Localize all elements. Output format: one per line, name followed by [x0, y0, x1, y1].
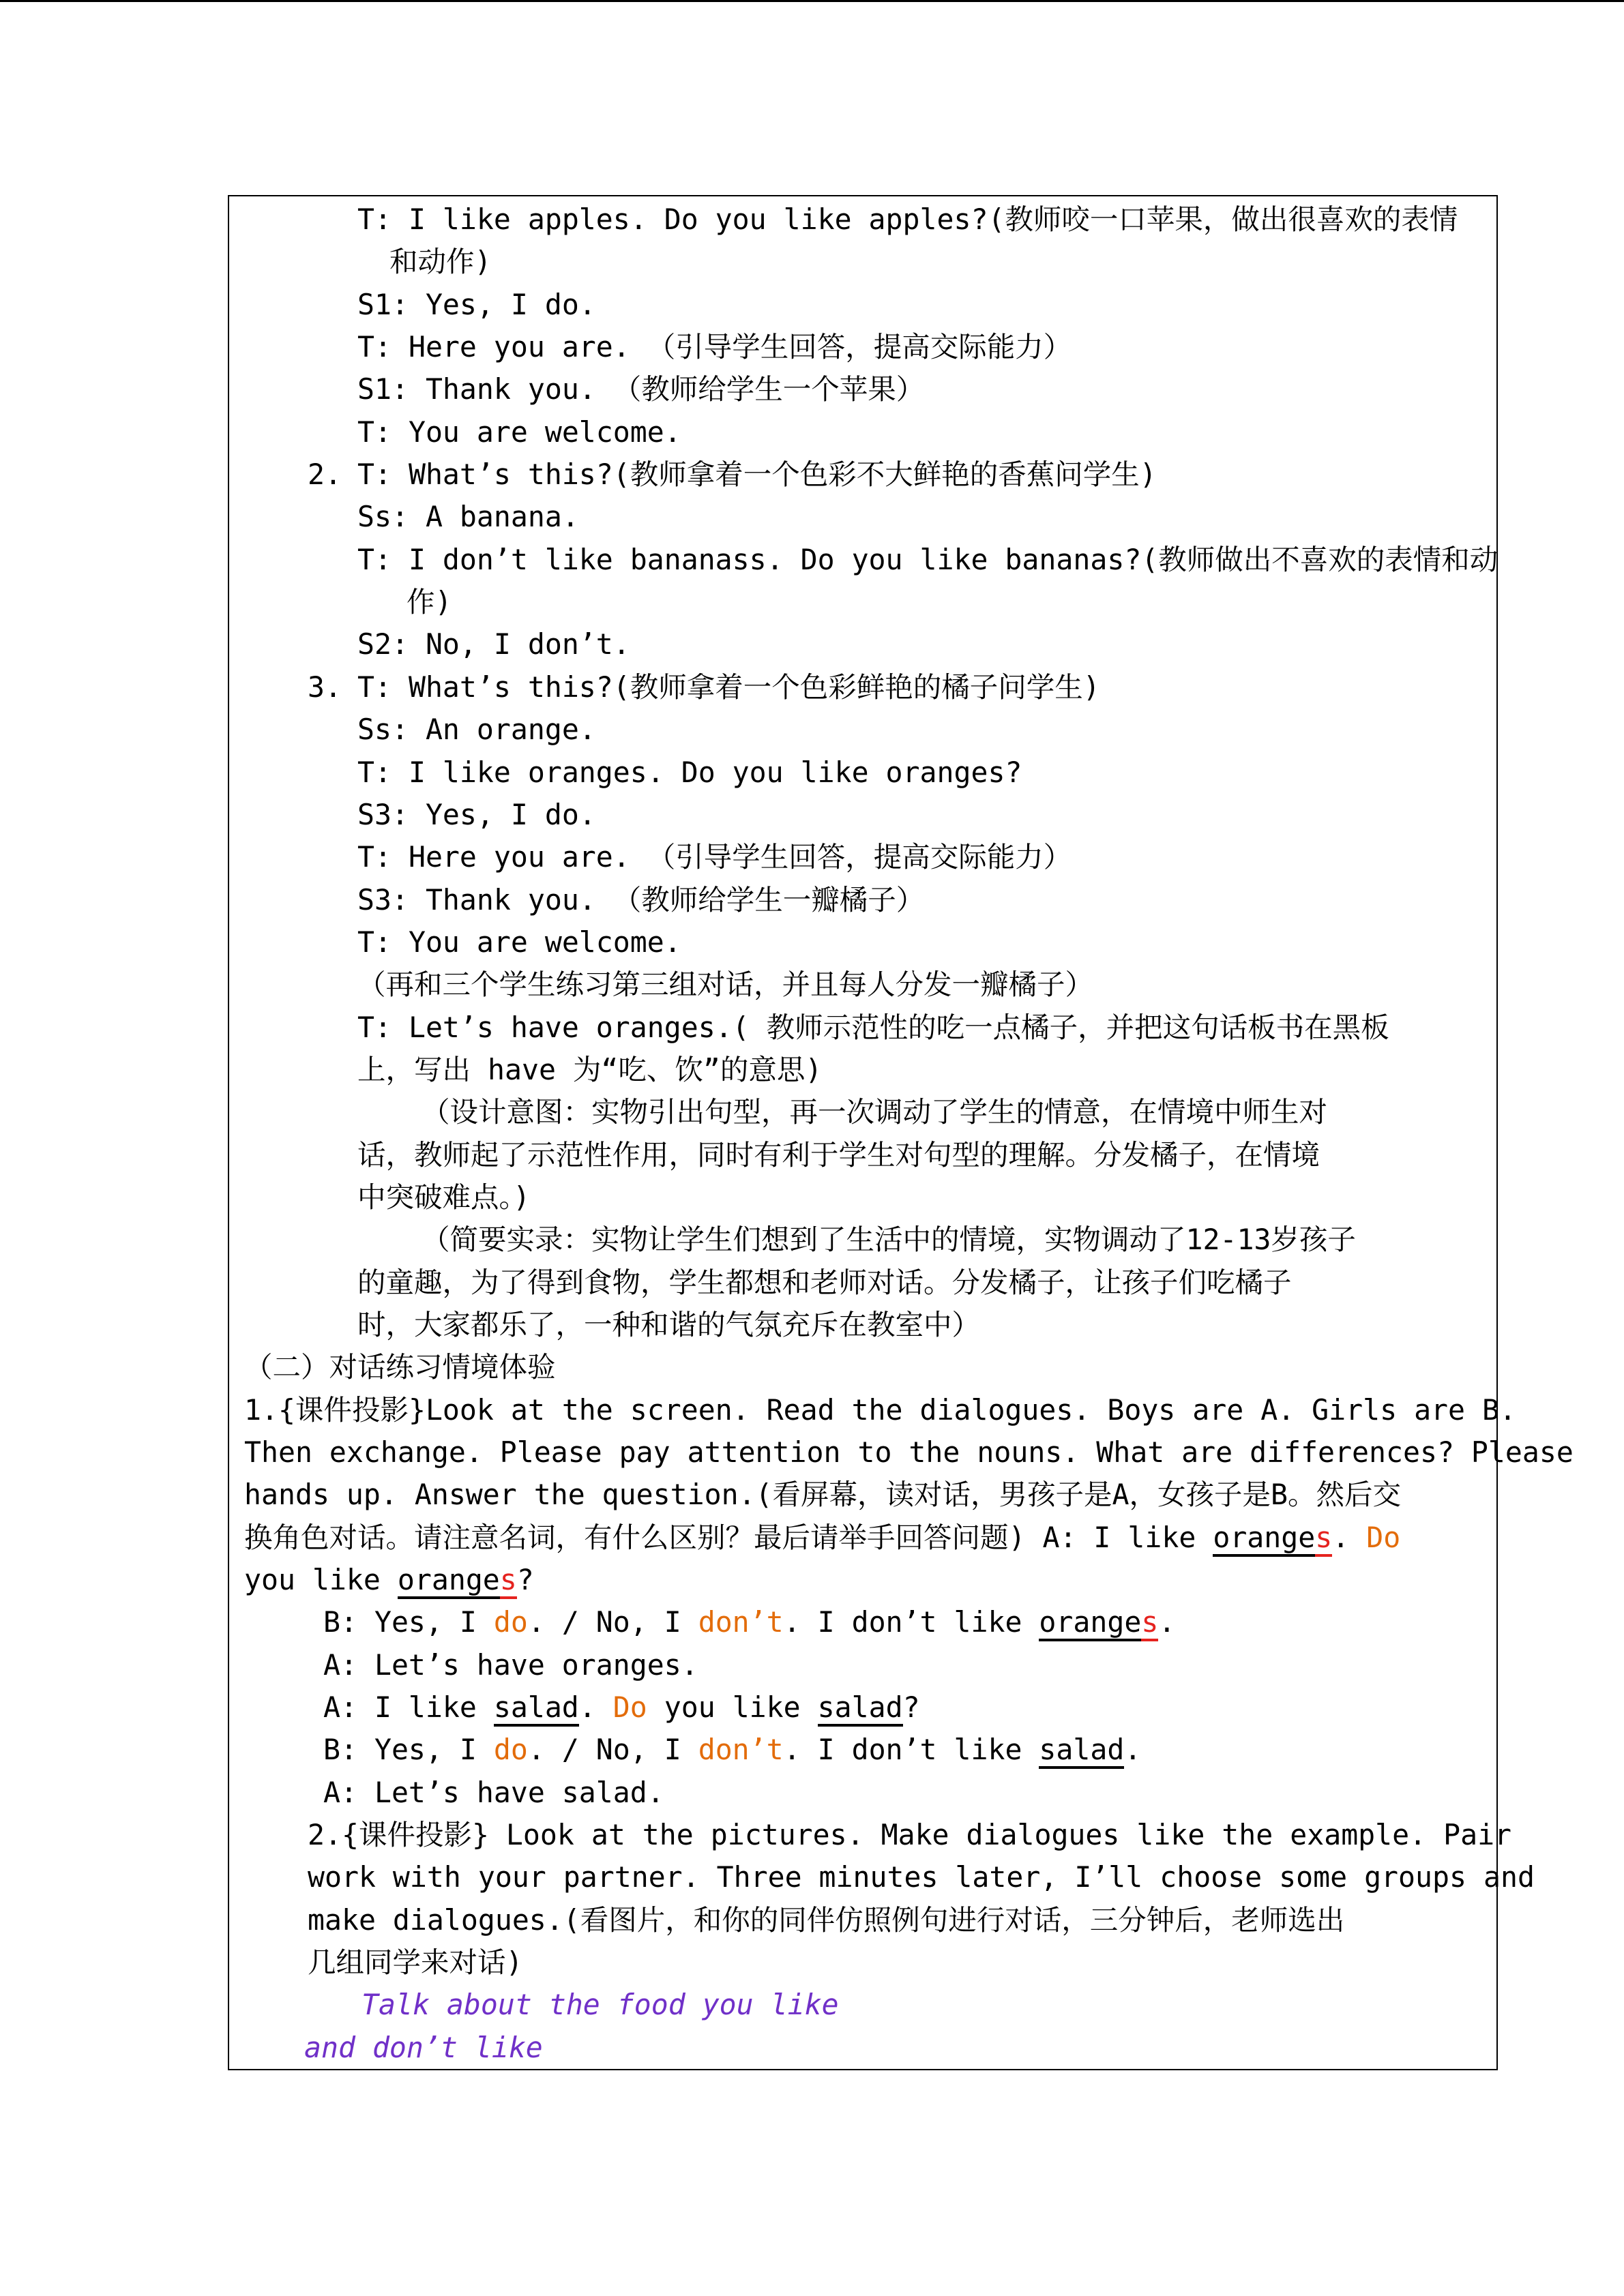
classroom-record-note: 时，大家都乐了，一种和谐的气氛充斥在教室中）: [357, 1308, 981, 1341]
instruction-line: 1.{课件投影}Look at the screen. Read the dialogues. Boys are A. Girls are B.: [244, 1393, 1516, 1427]
example-dialogue-line: [323, 1729, 1141, 1771]
example-dialogue-line: A: Let’s have salad.: [323, 1776, 664, 1809]
dialogue-line: T: I like apples. Do you like apples?(教师咬一口苹果，做出很喜欢的表情: [357, 203, 1458, 236]
plural-ending: s: [1141, 1605, 1158, 1641]
dialogue-line: T: Here you are. （引导学生回答，提高交际能力）: [357, 330, 1072, 363]
dialogue-line: Ss: An orange.: [357, 713, 596, 746]
dialogue-line: T: I don’t like bananass. Do you like bananas?(教师做出不喜欢的表情和动: [357, 543, 1498, 576]
highlighted-word: don’t: [698, 1605, 784, 1639]
instruction-line: 几组同学来对话): [308, 1945, 523, 1979]
plural-ending: s: [500, 1563, 517, 1599]
highlighted-word: don’t: [698, 1733, 784, 1766]
page-top-rule: [0, 0, 1624, 2]
text-run: . / No, I: [527, 1733, 698, 1766]
text-run: B: Yes, I: [323, 1605, 494, 1639]
activity-caption: Talk about the food you like: [361, 1988, 839, 2021]
example-dialogue-line: [323, 1686, 920, 1729]
highlighted-word: do: [493, 1605, 528, 1639]
dialogue-line: （再和三个学生练习第三组对话，并且每人分发一瓣橘子）: [357, 968, 1094, 1001]
text-run: B: Yes, I: [323, 1733, 494, 1766]
design-intent-note: 中突破难点。): [357, 1180, 531, 1214]
dialogue-line: T: Let’s have oranges.( 教师示范性的吃一点橘子，并把这句话板书在黑板: [357, 1011, 1389, 1044]
activity-caption: and don’t like: [304, 2031, 543, 2064]
list-number: 3.: [308, 670, 342, 704]
dialogue-line: 和动作): [389, 245, 492, 278]
underlined-noun: orange: [1039, 1605, 1141, 1641]
highlighted-word: Do: [612, 1690, 647, 1724]
highlighted-word: Do: [1366, 1521, 1401, 1554]
text-run: A: I like: [323, 1690, 494, 1724]
instruction-line: [244, 1517, 1400, 1559]
text-run: .: [578, 1690, 613, 1724]
text-run: . I don’t like: [783, 1605, 1039, 1639]
dialogue-line: S1: Thank you. （教师给学生一个苹果）: [357, 372, 925, 406]
dialogue-line: T: What’s this?(教师拿着一个色彩鲜艳的橘子问学生): [357, 670, 1100, 704]
dialogue-line: S2: No, I don’t.: [357, 627, 630, 661]
design-intent-note: 话，教师起了示范性作用，同时有利于学生对句型的理解。分发橘子，在情境: [357, 1138, 1320, 1172]
instruction-line: [244, 1559, 534, 1601]
underlined-noun: orange: [1213, 1521, 1315, 1557]
text-run: you like: [647, 1690, 818, 1724]
plural-ending: s: [1315, 1521, 1332, 1557]
dialogue-line: 作): [407, 585, 452, 618]
instruction-line: work with your partner. Three minutes later, I’ll choose some groups and: [308, 1860, 1535, 1894]
text-run: . I don’t like: [783, 1733, 1039, 1766]
dialogue-line: Ss: A banana.: [357, 500, 579, 533]
highlighted-word: do: [493, 1733, 528, 1766]
dialogue-line: T: You are welcome.: [357, 415, 681, 449]
text-run: . / No, I: [527, 1605, 698, 1639]
dialogue-line: T: Here you are. （引导学生回答，提高交际能力）: [357, 840, 1072, 874]
instruction-line: hands up. Answer the question.(看屏幕，读对话，男孩子是A，女孩子是B。然后交: [244, 1478, 1402, 1511]
dialogue-line: T: I like oranges. Do you like oranges?: [357, 756, 1022, 789]
dialogue-line: S3: Thank you. （教师给学生一瓣橘子）: [357, 883, 925, 916]
classroom-record-note: 的童趣，为了得到食物，学生都想和老师对话。分发橘子，让孩子们吃橘子: [357, 1266, 1292, 1299]
instruction-line: 2.{课件投影} Look at the pictures. Make dialogues like the example. Pair: [308, 1818, 1512, 1851]
design-intent-note: （设计意图：实物引出句型，再一次调动了学生的情意，在情境中师生对: [422, 1095, 1328, 1129]
dialogue-line: S3: Yes, I do.: [357, 798, 596, 831]
dialogue-line: T: What’s this?(教师拿着一个色彩不大鲜艳的香蕉问学生): [357, 458, 1157, 491]
text-run: .: [1124, 1733, 1142, 1766]
text-run: ?: [516, 1563, 534, 1596]
text-run: you like: [244, 1563, 398, 1596]
text-run: ?: [902, 1690, 920, 1724]
dialogue-line: T: You are welcome.: [357, 925, 681, 959]
underlined-noun: salad: [494, 1690, 579, 1727]
dialogue-line: S1: Yes, I do.: [357, 288, 596, 321]
underlined-noun: orange: [398, 1563, 500, 1599]
example-dialogue-line: A: Let’s have oranges.: [323, 1648, 698, 1682]
instruction-line: make dialogues.(看图片，和你的同伴仿照例句进行对话，三分钟后，老师选出: [308, 1903, 1345, 1937]
list-number: 2.: [308, 458, 342, 491]
dialogue-line: 上，写出 have 为“吃、饮”的意思): [357, 1053, 823, 1086]
section-heading: （二）对话练习情境体验: [244, 1350, 556, 1384]
underlined-noun: salad: [1039, 1733, 1124, 1769]
classroom-record-note: （简要实录：实物让学生们想到了生活中的情境，实物调动了12-13岁孩子: [422, 1223, 1356, 1256]
text-run: 换角色对话。请注意名词，有什么区别？最后请举手回答问题) A: I like: [244, 1521, 1213, 1554]
instruction-line: Then exchange. Please pay attention to the nouns. What are differences? Please: [244, 1435, 1574, 1469]
example-dialogue-line: [323, 1601, 1175, 1643]
text-run: .: [1332, 1521, 1367, 1554]
underlined-noun: salad: [818, 1690, 903, 1727]
text-run: .: [1158, 1605, 1176, 1639]
